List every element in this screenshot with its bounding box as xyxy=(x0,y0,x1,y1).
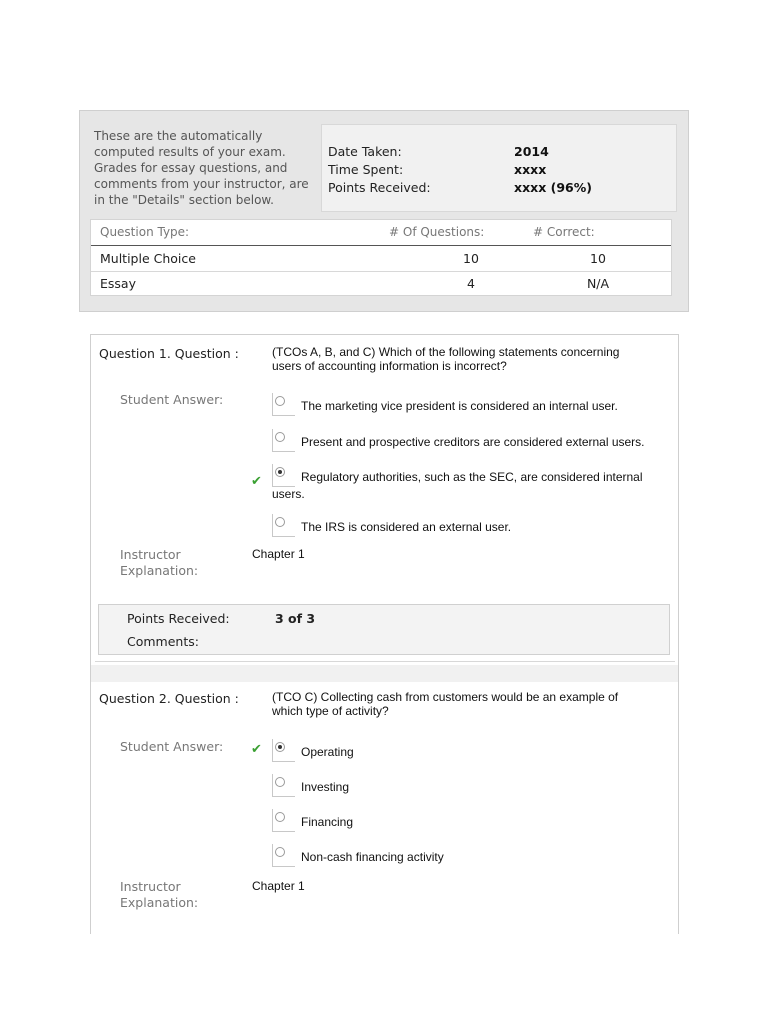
answer-option: Operating xyxy=(272,739,664,762)
question-2-text: (TCO C) Collecting cash from customers would be an example of which type of activity? xyxy=(272,690,619,718)
question-2-header: Question 2. Question : xyxy=(99,691,239,706)
row-type: Multiple Choice xyxy=(100,251,196,266)
answer-option: Non-cash financing activity xyxy=(272,844,664,867)
instructor-explanation-text: Chapter 1 xyxy=(252,547,305,561)
header-num-correct: # Correct: xyxy=(533,225,595,239)
question-1-text: (TCOs A, B, and C) Which of the following statements concerning users of accounting information is incorrect? xyxy=(272,345,620,373)
radio-button[interactable] xyxy=(272,774,295,797)
divider xyxy=(95,661,675,662)
radio-button[interactable] xyxy=(272,514,295,537)
exam-meta-box xyxy=(321,124,677,212)
question-details xyxy=(90,334,679,934)
question-1-header: Question 1. Question : xyxy=(99,346,239,361)
question-type-table xyxy=(90,219,672,296)
points-box xyxy=(98,604,670,655)
instructor-explanation-label: Instructor Explanation: xyxy=(120,879,199,910)
time-spent-label: Time Spent: xyxy=(328,162,404,177)
date-taken-value: 2014 xyxy=(514,144,549,159)
points-received-label: Points Received: xyxy=(328,180,431,195)
points-received-label: Points Received: xyxy=(127,611,230,626)
radio-button[interactable] xyxy=(272,393,295,416)
answer-option: Present and prospective creditors are considered external users. xyxy=(272,429,664,452)
points-received-value: xxxx (96%) xyxy=(514,180,592,195)
points-received-value: 3 of 3 xyxy=(275,611,316,626)
row-correct: N/A xyxy=(586,276,610,291)
radio-button[interactable] xyxy=(272,809,295,832)
row-questions: 4 xyxy=(467,276,475,291)
answer-option: Investing xyxy=(272,774,664,797)
header-question-type: Question Type: xyxy=(100,225,190,239)
radio-button-selected[interactable] xyxy=(272,739,295,762)
answer-option: Regulatory authorities, such as the SEC, are considered internal users. xyxy=(272,464,664,502)
row-correct: 10 xyxy=(590,251,606,266)
date-taken-label: Date Taken: xyxy=(328,144,402,159)
instructor-explanation-label: Instructor Explanation: xyxy=(120,547,199,578)
student-answer-label: Student Answer: xyxy=(120,392,224,407)
header-num-questions: # Of Questions: xyxy=(389,225,485,239)
radio-button[interactable] xyxy=(272,429,295,452)
instructor-explanation-text: Chapter 1 xyxy=(252,879,305,893)
radio-button-selected[interactable] xyxy=(272,464,295,487)
correct-check-icon: ✔ xyxy=(251,742,262,757)
comments-label: Comments: xyxy=(127,634,199,649)
correct-check-icon: ✔ xyxy=(251,474,262,489)
answer-option: Financing xyxy=(272,809,664,832)
row-questions: 10 xyxy=(463,251,479,266)
radio-button[interactable] xyxy=(272,844,295,867)
results-summary-panel xyxy=(79,110,689,312)
time-spent-value: xxxx xyxy=(514,162,547,177)
answer-option: The marketing vice president is considered an internal user. xyxy=(272,393,664,416)
student-answer-label: Student Answer: xyxy=(120,739,224,754)
answer-option: The IRS is considered an external user. xyxy=(272,514,664,537)
section-band xyxy=(91,665,678,682)
table-row xyxy=(91,271,671,296)
results-intro-text: These are the automatically computed results of your exam. Grades for essay questions, and comments from your instructor, are in the "Details" section below. xyxy=(94,129,309,207)
table-row xyxy=(91,246,671,272)
row-type: Essay xyxy=(100,276,136,291)
table-header xyxy=(91,220,671,246)
